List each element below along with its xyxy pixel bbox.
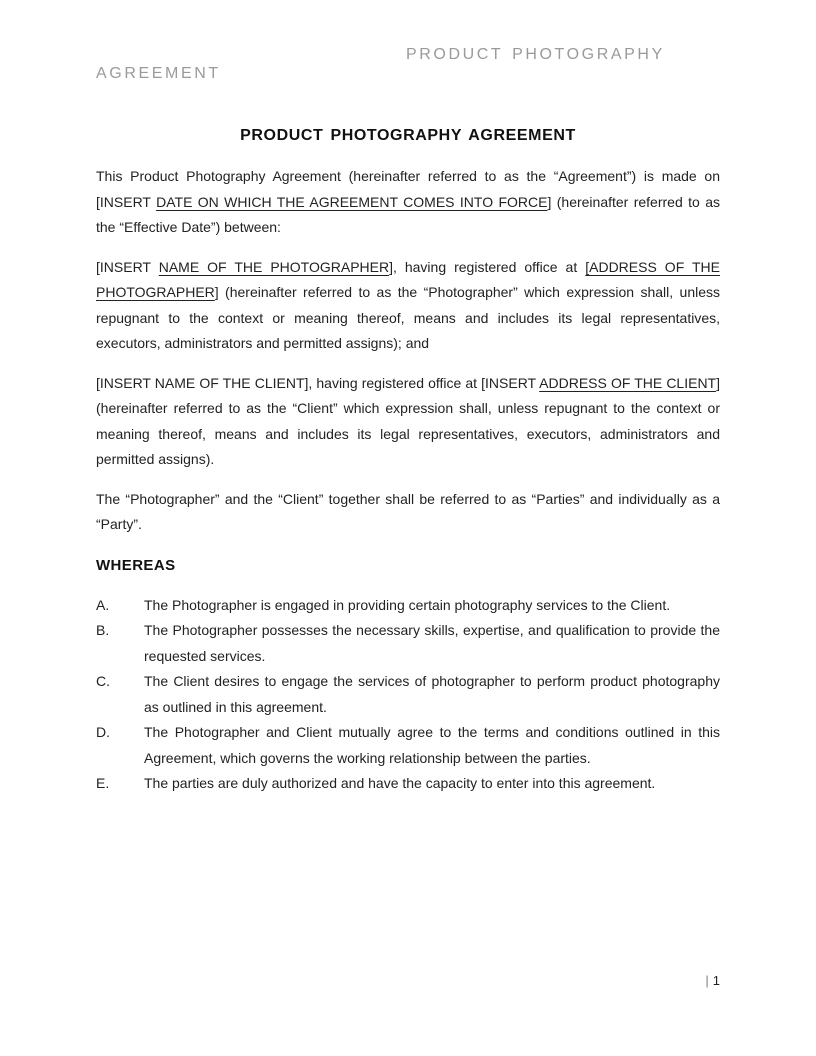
placeholder-field: [ADDRESS OF THE PHOTOGRAPHER [96,258,720,300]
paragraph [96,164,720,241]
text-run: ] (hereinafter referred to as the “Photographer” which expression shall, unless repugnant to the context or meaning thereof, means and includes its legal representatives, executors, administrators and permitted assigns); and [96,284,720,351]
text-run: ] (hereinafter referred to as the “Client” which expression shall, unless repugnant to the context or meaning thereof, means and includes its legal representatives, executors, administrators and permitted assigns). [96,374,720,467]
paragraph [96,371,720,473]
recital-label: E. [96,775,110,791]
footer-divider: | [705,973,709,988]
paragraph [96,255,720,357]
document-title: PRODUCT PHOTOGRAPHY AGREEMENT [240,127,576,144]
recital-item [96,720,720,771]
text-run: ], having registered office at [389,258,586,275]
recital-item [96,669,720,720]
recital-text: The Photographer is engaged in providing certain photography services to the Client. [144,596,671,613]
document-content [96,126,720,797]
text-run: [INSERT [96,258,159,275]
page-number: 1 [712,973,720,988]
text-run: ] (hereinafter referred to as the “Effective Date”) between: [96,193,720,235]
text-run: The “Photographer” and the “Client” together shall be referred to as “Parties” and individually as a “Party”. [96,490,720,532]
recital-text: The Client desires to engage the services of photographer to perform product photography as outlined in this agreement. [144,673,720,715]
paragraph [96,487,720,538]
placeholder-field: NAME OF THE PHOTOGRAPHER [158,258,390,275]
paragraphs [96,164,720,538]
text-run: This Product Photography Agreement (hereinafter referred to as the “Agreement”) is made on [INSERT [96,168,720,210]
recital-text: The Photographer and Client mutually agree to the terms and conditions outlined in this Agreement, which governs the working relationship between the parties. [144,724,720,766]
whereas-heading: WHEREAS [96,556,176,574]
recital-label: B. [96,622,110,638]
recital-label: D. [96,724,110,740]
page-footer [96,972,720,990]
recital-text: The Photographer possesses the necessary skills, expertise, and qualification to provide the requested services. [144,622,720,664]
text-run: [INSERT NAME OF THE CLIENT], having registered office at [INSERT [96,374,540,391]
recital-item [96,771,720,797]
running-header: PRODUCT PHOTOGRAPHY AGREEMENT [96,46,665,82]
placeholder-field: DATE ON WHICH THE AGREEMENT COMES INTO FORCE [156,193,548,210]
recital-item [96,593,720,619]
recitals-list [96,593,720,797]
recital-item [96,618,720,669]
recital-label: A. [96,596,110,613]
recital-text: The parties are duly authorized and have the capacity to enter into this agreement. [144,775,656,791]
placeholder-field: ADDRESS OF THE CLIENT [539,374,717,391]
recital-label: C. [96,673,110,689]
